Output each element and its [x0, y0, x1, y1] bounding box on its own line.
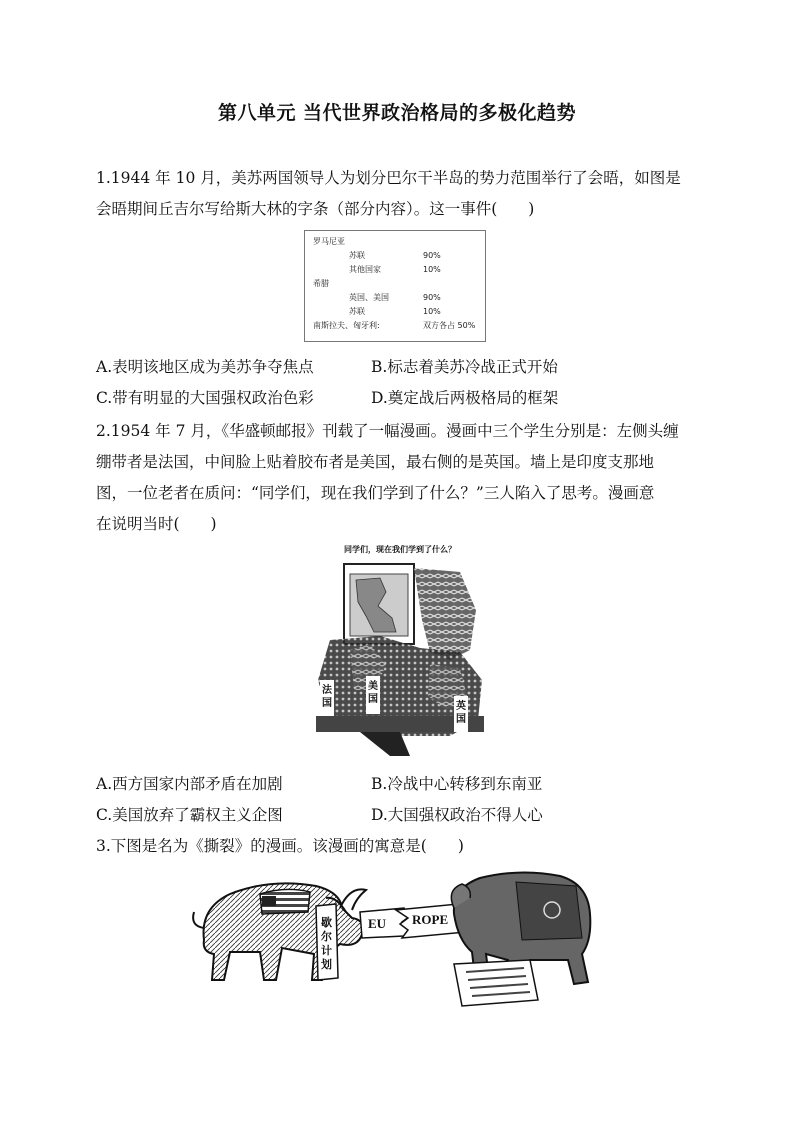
churchill-note-figure: [304, 230, 486, 342]
tearing-cartoon: [190, 868, 598, 1008]
label-france: 法国: [322, 685, 332, 709]
page-title: 第八单元 当代世界政治格局的多极化趋势: [217, 102, 577, 124]
paper-right-label: ROPE: [412, 912, 449, 927]
tearing-cartoon-drawing: [190, 868, 598, 1008]
indochina-cartoon: [310, 540, 490, 762]
note-uk-us-pct: 90%: [423, 293, 441, 302]
note-other-countries-pct: 10%: [423, 265, 441, 274]
paper-left-label: EU: [368, 916, 387, 931]
question-2-stem-line-4: 在说明当时( ): [96, 515, 217, 533]
note-romania: 罗马尼亚: [313, 237, 345, 246]
note-other-countries: 其他国家: [349, 265, 381, 274]
question-1-option-a: A.表明该地区成为美苏争夺焦点: [96, 358, 314, 376]
question-2-stem-line-2: 绷带者是法国，中间脸上贴着胶布者是美国，最右侧的是英国。墙上是印度支那地: [96, 453, 655, 471]
question-2-option-d: D.大国强权政治不得人心: [371, 806, 543, 824]
label-uk: 英国: [456, 701, 466, 725]
question-2-stem: [96, 416, 706, 540]
question-2-stem-line-1: 2.1954 年 7 月，《华盛顿邮报》刊载了一幅漫画。漫画中三个学生分别是：左侧头缠: [96, 422, 679, 440]
question-1-stem-line-1: 1.1944 年 10 月，美苏两国领导人为划分巴尔干半岛的势力范围举行了会晤，如图是: [96, 169, 681, 187]
question-2-option-c: C.美国放弃了霸权主义企图: [96, 806, 283, 824]
bull-sign-label: 歇尔计划: [321, 916, 332, 971]
question-2-option-a: A.西方国家内部矛盾在加剧: [96, 775, 283, 793]
cartoon-caption: 同学们，现在我们学到了什么？: [344, 545, 456, 554]
question-1-option-b: B.标志着美苏冷战正式开始: [371, 358, 558, 376]
note-greece: 希腊: [313, 279, 329, 288]
question-1-stem-line-2: 会晤期间丘吉尔写给斯大林的字条（部分内容）。这一事件( ): [96, 200, 535, 218]
note-yugoslavia-hungary: 南斯拉夫、匈牙利:: [313, 321, 380, 330]
note-ussr-1: 苏联: [349, 251, 365, 260]
note-ussr-1-pct: 90%: [423, 251, 441, 260]
question-1-stem: [96, 163, 706, 225]
note-ussr-2-pct: 10%: [423, 307, 441, 316]
note-split: 双方各占 50%: [423, 321, 476, 330]
question-1-option-c: C.带有明显的大国强权政治色彩: [96, 389, 314, 407]
question-3-stem: 3.下图是名为《撕裂》的漫画。该漫画的寓意是( ): [96, 837, 464, 855]
note-ussr-2: 苏联: [349, 307, 365, 316]
label-usa: 美国: [368, 681, 378, 705]
note-uk-us: 英国、美国: [349, 293, 389, 302]
question-2-stem-line-3: 图，一位老者在质问：“同学们，现在我们学到了什么？”三人陷入了思考。漫画意: [96, 484, 655, 502]
cartoon-drawing: [310, 540, 490, 762]
question-2-option-b: B.冷战中心转移到东南亚: [371, 775, 543, 793]
question-1-option-d: D.奠定战后两极格局的框架: [371, 389, 559, 407]
